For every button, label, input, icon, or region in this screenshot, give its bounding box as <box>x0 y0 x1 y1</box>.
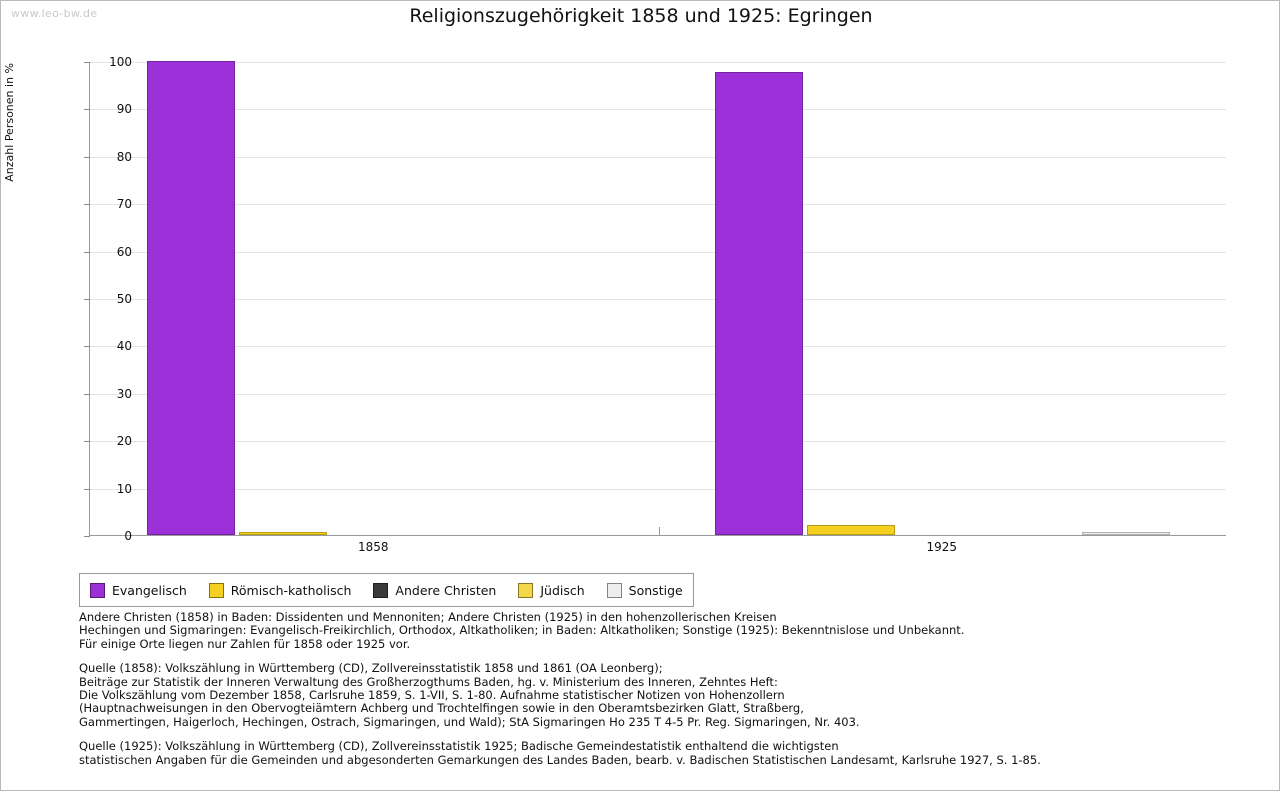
y-axis-label: Anzahl Personen in % <box>3 63 16 182</box>
chart-legend <box>79 573 694 607</box>
y-axis-tick-label: 100 <box>109 55 132 69</box>
legend-swatch-icon <box>518 583 533 598</box>
gridline <box>90 62 1226 63</box>
note-line: Für einige Orte liegen nur Zahlen für 1858 oder 1925 vor. <box>79 636 411 651</box>
bar <box>1082 532 1170 535</box>
gridline <box>90 489 1226 490</box>
y-axis-tick-label: 10 <box>116 481 132 496</box>
y-axis-tick-label: 60 <box>116 244 132 259</box>
x-axis-tick <box>659 527 660 535</box>
x-axis-group-label: 1858 <box>357 540 389 554</box>
legend-swatch-icon <box>90 583 105 598</box>
gridline <box>90 252 1226 253</box>
y-axis-tick-label: 90 <box>116 102 132 117</box>
gridline <box>90 204 1226 205</box>
x-axis-group-label: 1925 <box>926 540 958 554</box>
y-axis-tick-label: 30 <box>116 386 132 401</box>
y-axis-tick-label: 50 <box>116 292 132 306</box>
note-line: Die Volkszählung vom Dezember 1858, Carlsruhe 1859, S. 1-VII, S. 1-80. Aufnahme statistischer Notizen von Hohenzollern <box>79 688 785 703</box>
note-line: Hechingen und Sigmaringen: Evangelisch-Freikirchlich, Orthodox, Altkatholiken; in Baden: Altkatholiken; Sonstige (1925): Bekenntnislose und Unbekannt. <box>79 623 965 638</box>
legend-label: Jüdisch <box>540 582 585 598</box>
legend-item[interactable] <box>373 583 496 598</box>
gridline <box>90 299 1226 300</box>
legend-item[interactable] <box>209 583 352 598</box>
legend-item[interactable] <box>518 583 584 598</box>
y-axis-tick-label: 0 <box>124 529 132 543</box>
legend-swatch-icon <box>373 583 388 598</box>
note-line: Andere Christen (1858) in Baden: Dissidenten und Mennoniten; Andere Christen (1925) in den hohenzollerischen Kreisen <box>79 610 777 624</box>
chart-title: Religionszugehörigkeit 1858 und 1925: Egringen <box>409 5 873 27</box>
gridline <box>90 394 1226 395</box>
y-axis-tick-label: 70 <box>116 197 132 212</box>
legend-swatch-icon <box>209 583 224 598</box>
gridline <box>90 346 1226 347</box>
note-line: Quelle (1858): Volkszählung in Württemberg (CD), Zollvereinsstatistik 1858 und 1861 (OA Leonberg); <box>79 661 663 676</box>
watermark: www.leo-bw.de <box>11 7 98 20</box>
plot-area <box>89 55 1226 543</box>
legend-label: Evangelisch <box>112 582 187 598</box>
legend-item[interactable] <box>607 583 683 598</box>
chart-notes <box>79 611 1259 778</box>
note-line: Quelle (1925): Volkszählung in Württemberg (CD), Zollvereinsstatistik 1925; Badische Gemeindestatistik enthaltend die wichtigsten <box>79 739 839 754</box>
bar <box>147 61 235 535</box>
gridline <box>90 109 1226 110</box>
y-axis-tick-label: 80 <box>116 149 132 164</box>
legend-item[interactable] <box>90 583 187 598</box>
note-line: Gammertingen, Haigerloch, Hechingen, Ostrach, Sigmaringen, und Wald); StA Sigmaringen Ho 235 T 4-5 Pr. Reg. Sigmaringen, Nr. 403. <box>79 714 860 729</box>
gridline <box>90 157 1226 158</box>
y-axis-tick-label: 20 <box>116 434 132 449</box>
note-line: statistischen Angaben für die Gemeinden und abgesonderten Gemarkungen des Landes Baden, bearb. v. Badischen Statistischen Landesamt, Karlsruhe 1927, S. 1-85. <box>79 752 1041 767</box>
y-axis-tick-label: 40 <box>116 339 132 354</box>
legend-label: Römisch-katholisch <box>230 582 352 598</box>
gridline <box>90 441 1226 442</box>
note-block <box>79 662 1259 729</box>
legend-swatch-icon <box>607 583 622 598</box>
bar <box>239 532 327 535</box>
bar <box>715 72 803 535</box>
note-block <box>79 740 1259 767</box>
legend-label: Sonstige <box>628 582 683 598</box>
note-line: (Hauptnachweisungen in den Obervogteiämtern Achberg und Trochtelfingen sowie in den Oberamtsbezirken Glatt, Straßberg, <box>79 701 804 716</box>
legend-label: Andere Christen <box>395 582 497 598</box>
bar <box>807 525 895 535</box>
note-block <box>79 611 1259 651</box>
note-line: Beiträge zur Statistik der Inneren Verwaltung des Großherzogthums Baden, hg. v. Ministerium des Inneren, Zehntes Heft: <box>79 674 778 689</box>
